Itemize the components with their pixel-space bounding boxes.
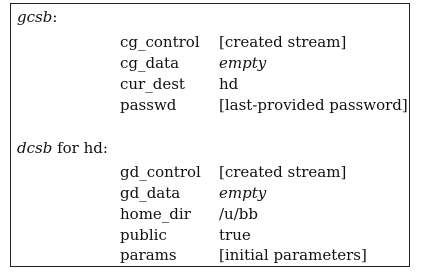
dcsb-value: empty bbox=[219, 184, 267, 202]
gcsb-row-cg-data bbox=[11, 53, 409, 73]
gcsb-row-passwd bbox=[11, 95, 409, 115]
dcsb-key: home_dir bbox=[120, 205, 191, 223]
gcsb-title-suffix: : bbox=[52, 8, 58, 26]
dcsb-key: public bbox=[120, 226, 167, 244]
dcsb-key: gd_control bbox=[120, 163, 201, 181]
dcsb-value: /u/bb bbox=[219, 205, 258, 223]
dcsb-key: params bbox=[120, 246, 177, 264]
dcsb-title-suffix: for hd: bbox=[52, 139, 108, 157]
gcsb-row-cg-control bbox=[11, 32, 409, 52]
gcsb-key: cur_dest bbox=[120, 75, 185, 93]
variable-table-frame bbox=[10, 3, 410, 267]
dcsb-row-home-dir bbox=[11, 204, 409, 224]
gcsb-title: gcsb bbox=[17, 8, 53, 26]
gcsb-key: cg_data bbox=[120, 54, 180, 72]
dcsb-row-gd-data bbox=[11, 183, 409, 203]
dcsb-key: gd_data bbox=[120, 184, 181, 202]
gcsb-value: empty bbox=[219, 54, 267, 72]
dcsb-section-title bbox=[17, 139, 108, 157]
dcsb-value: [created stream] bbox=[219, 163, 347, 181]
dcsb-row-params bbox=[11, 245, 409, 265]
dcsb-row-public bbox=[11, 225, 409, 245]
dcsb-value: [initial parameters] bbox=[219, 246, 367, 264]
gcsb-row-cur-dest bbox=[11, 74, 409, 94]
gcsb-section-title bbox=[17, 8, 57, 26]
gcsb-key: passwd bbox=[120, 96, 177, 114]
gcsb-value: hd bbox=[219, 75, 239, 93]
gcsb-value: [created stream] bbox=[219, 33, 347, 51]
gcsb-key: cg_control bbox=[120, 33, 200, 51]
dcsb-value: true bbox=[219, 226, 251, 244]
dcsb-title: dcsb bbox=[17, 139, 53, 157]
dcsb-row-gd-control bbox=[11, 162, 409, 182]
gcsb-value: [last-provided password] bbox=[219, 96, 408, 114]
